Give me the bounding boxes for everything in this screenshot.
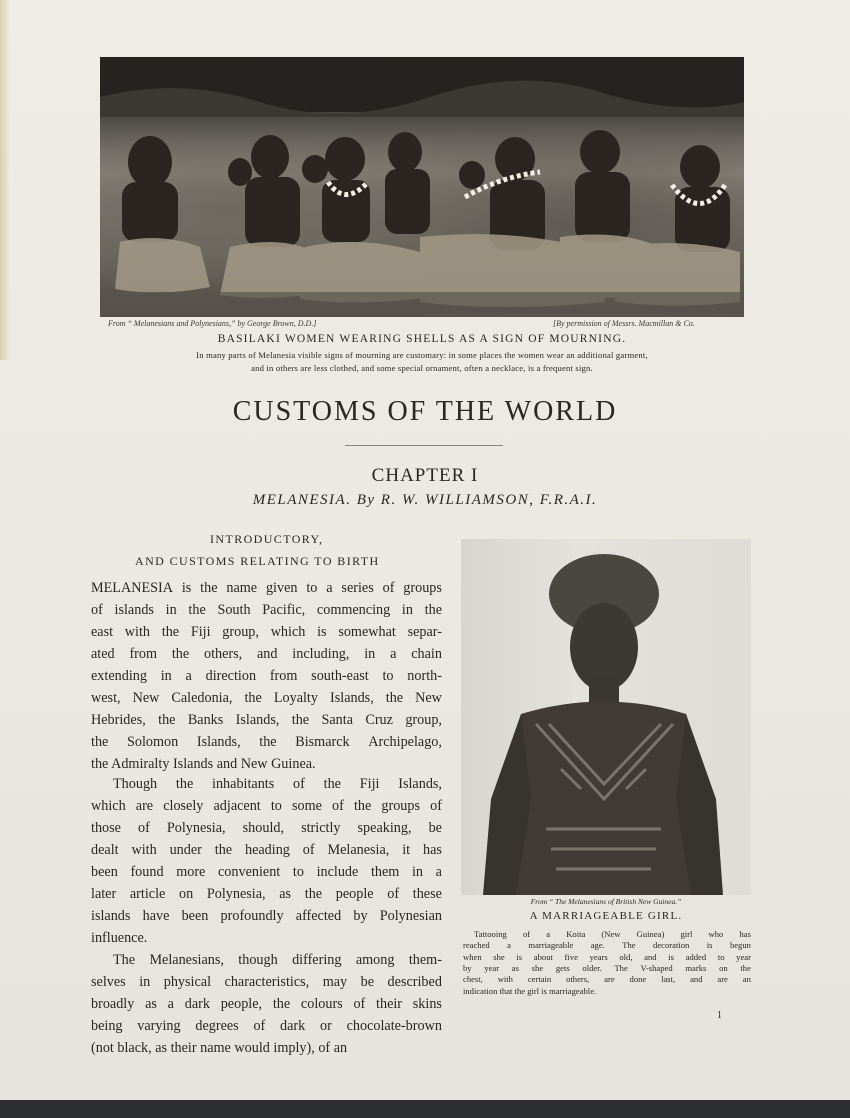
basilaki-women-photo xyxy=(100,57,744,317)
girl-caption-line: chest, with certain others, are done last, and are an xyxy=(463,974,751,985)
body-text-line: The Melanesians, though differing among them- xyxy=(113,952,442,968)
top-photo-caption-line: In many parts of Melanesia visible signs of mourning are customary: in some places the women wear an additional garment, xyxy=(196,350,648,360)
girl-photo-title: A MARRIAGEABLE GIRL. xyxy=(529,910,683,922)
body-text-line: Though the inhabitants of the Fiji Islands, xyxy=(113,776,442,792)
body-text-line: Hebrides, the Banks Islands, the Santa Cruz group, xyxy=(91,712,442,728)
body-text-line: selves in physical characteristics, may be described xyxy=(91,974,442,990)
body-text-line: been found more convenient to include them in a xyxy=(91,864,442,880)
page-title: CUSTOMS OF THE WORLD xyxy=(232,396,618,427)
body-text-line: broadly as a dark people, the colours of their skins xyxy=(91,996,442,1012)
body-text-line: west, New Caledonia, the Loyalty Islands, the New xyxy=(91,690,442,706)
top-photo-permission: [By permission of Messrs. Macmillan & Co. xyxy=(553,319,695,328)
body-text-line: the Solomon Islands, the Bismarck Archipelago, xyxy=(91,734,442,750)
body-text-line: which are closely adjacent to some of the groups of xyxy=(91,798,442,814)
girl-portrait-illustration xyxy=(461,539,751,895)
girl-caption-line: indication that the girl is marriageable. xyxy=(463,985,597,996)
body-text-line: the Admiralty Islands and New Guinea. xyxy=(91,756,316,772)
body-text-line: later article on Polynesia, as the people of these xyxy=(91,886,442,902)
chapter-heading: CHAPTER I xyxy=(371,465,479,486)
section-heading: INTRODUCTORY, xyxy=(210,532,324,546)
girl-caption-line: when she is about five years old, and is added to year xyxy=(463,951,751,962)
page-stain xyxy=(0,0,10,360)
photo-figures-illustration xyxy=(100,57,744,317)
body-text-line: influence. xyxy=(91,930,148,946)
body-text-line: MELANESIA is the name given to a series of groups xyxy=(91,580,442,596)
girl-caption-line: Tattooing of a Koita (New Guinea) girl who has xyxy=(474,929,751,939)
body-text-line: extending in a direction from south-east to north- xyxy=(91,668,442,684)
girl-caption-line: by year as she gets older. The V-shaped marks on the xyxy=(463,962,751,973)
body-text-line: islands have been profoundly affected by Polynesian xyxy=(91,908,442,924)
top-photo-source: From “ Melanesians and Polynesians,” by George Brown, D.D.] xyxy=(108,319,317,328)
girl-photo-source: From “ The Melanesians of British New Guinea.” xyxy=(530,897,682,906)
body-text-line: (not black, as their name would imply), of an xyxy=(91,1040,348,1056)
girl-caption-line: reached a marriageable age. The decoration is begun xyxy=(463,940,751,951)
chapter-byline: MELANESIA. By R. W. WILLIAMSON, F.R.A.I. xyxy=(252,492,598,508)
body-text-line: those of Polynesia, should, strictly speaking, be xyxy=(91,820,442,836)
top-photo-caption-line: and in others are less clothed, and some special ornament, often a necklace, is a frequent sign. xyxy=(251,363,593,373)
scan-bottom-edge xyxy=(0,1100,850,1118)
marriageable-girl-photo xyxy=(461,539,751,895)
section-subheading: AND CUSTOMS RELATING TO BIRTH xyxy=(135,554,380,568)
body-text-line: ated from the others, and including, in a chain xyxy=(91,646,442,662)
body-text-line: being varying degrees of dark or chocolate-brown xyxy=(91,1018,442,1034)
body-text-line: east with the Fiji group, which is somewhat separ- xyxy=(91,624,442,640)
title-divider xyxy=(345,445,503,446)
body-text-line: of islands in the South Pacific, commencing in the xyxy=(91,602,442,618)
body-text-line: dealt with under the heading of Melanesia, it has xyxy=(91,842,442,858)
top-photo-title: BASILAKI WOMEN WEARING SHELLS AS A SIGN OF MOURNING. xyxy=(217,333,627,345)
page-number: 1 xyxy=(717,1010,722,1021)
